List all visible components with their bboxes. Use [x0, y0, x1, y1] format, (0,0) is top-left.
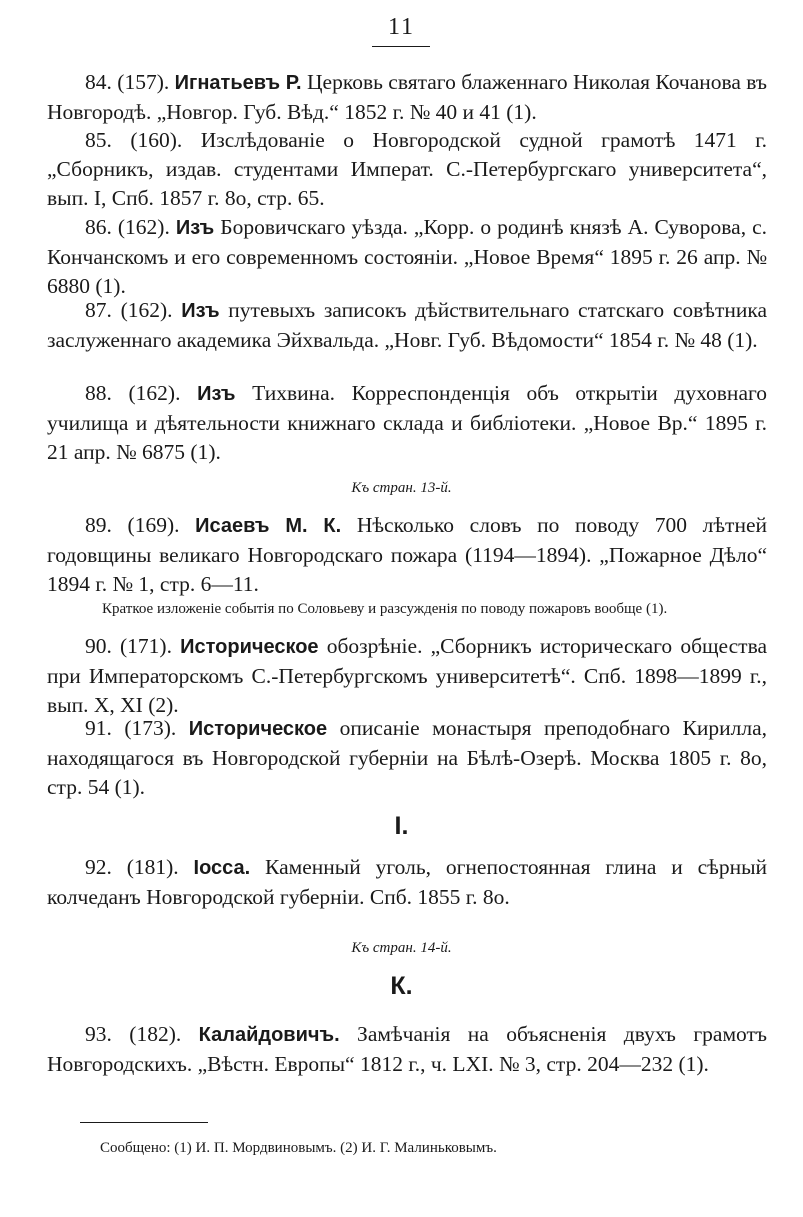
entry-ref: (162). — [117, 215, 170, 239]
entry-ref: (160). — [130, 128, 183, 152]
entry-number: 92. — [85, 855, 112, 879]
entry-85 — [47, 126, 767, 213]
page-number: 11 — [387, 14, 416, 40]
entry-ref: (169). — [127, 513, 180, 537]
entry-text: Изслѣдованіе о Новгородской судной грамотѣ 1471 г. „Сборникъ, издав. студентами Императ. С.-Петербургскаго университета“, вып. I, Спб. 1857 г. 8о, стр. 65. — [47, 128, 768, 210]
entry-text: Церковь святаго блаженнаго Николая Кочанова въ Новгородѣ. „Новгор. Губ. Вѣд.“ 1852 г. № 40 и 41 (1). — [47, 70, 768, 124]
entry-author: Игнатьевъ Р. — [174, 72, 302, 94]
entry-91 — [47, 714, 767, 802]
entry-text: обозрѣніе. „Сборникъ историческаго общества при Императорскомъ С.-Петербургскомъ университетѣ“. Спб. 1898—1899 г., вып. X, XI (2). — [47, 634, 767, 717]
entry-text: путевыхъ записокъ дѣйствительнаго статскаго совѣтника заслуженнаго академика Эйхвальда. „Новг. Губ. Вѣдомости“ 1854 г. № 48 (1). — [47, 298, 768, 352]
letter-header-i: I. — [394, 812, 409, 840]
entry-author: Іосса. — [193, 857, 251, 879]
entry-author: Изъ — [175, 217, 215, 239]
entry-84 — [47, 68, 767, 127]
footnote-rule — [80, 1122, 208, 1123]
entry-number: 89. — [85, 513, 112, 537]
entry-number: 85. — [85, 128, 112, 152]
entry-number: 87. — [85, 298, 112, 322]
entry-text: Каменный уголь, огнепостоянная глина и сѣрный колчеданъ Новгородской губерніи. Спб. 1855 г. 8о. — [47, 855, 768, 909]
entry-ref: (182). — [129, 1022, 182, 1046]
letter-header-k: К. — [390, 972, 413, 1000]
entry-90 — [47, 632, 767, 720]
entry-92 — [47, 853, 767, 912]
entry-number: 88. — [85, 381, 112, 405]
entry-author: Изъ — [181, 300, 220, 322]
entry-number: 86. — [85, 215, 112, 239]
entry-89-note: Краткое изложеніе событія по Соловьеву и разсужденія по поводу пожаровъ вообще (1). — [102, 601, 668, 617]
entry-text: Нѣсколько словъ по поводу 700 лѣтней годовщины великаго Новгородскаго пожара (1194—1894). „Пожарное Дѣло“ 1894 г. № 1, стр. 6—11. — [47, 513, 767, 596]
entry-author: Изъ — [197, 383, 236, 405]
entry-ref: (171). — [120, 634, 172, 658]
entry-author: Калайдовичъ. — [198, 1024, 340, 1046]
entry-ref: (162). — [120, 298, 173, 322]
entry-text: описаніе монастыря преподобнаго Кирилла, находящагося въ Новгородской губерніи на Бѣлѣ-Озерѣ. Москва 1805 г. 8о, стр. 54 (1). — [47, 716, 768, 799]
entry-text: Замѣчанія на объясненія двухъ грамотъ Новгородскихъ. „Вѣстн. Европы“ 1812 г., ч. LXI. № 3, стр. 204—232 (1). — [47, 1022, 768, 1076]
entry-88 — [47, 379, 767, 467]
entry-number: 90. — [85, 634, 112, 658]
entry-86 — [47, 213, 767, 301]
section-header-page-14: Къ стран. 14-й. — [351, 940, 452, 956]
entry-author: Исаевъ М. К. — [195, 515, 342, 537]
entry-number: 91. — [85, 716, 112, 740]
section-header-page-13: Къ стран. 13-й. — [351, 480, 452, 496]
entry-text: Боровичскаго уѣзда. „Корр. о родинѣ князѣ А. Суворова, с. Кончанскомъ и его современномъ состояніи. „Новое Время“ 1895 г. 26 апр. № 6880 (1). — [47, 215, 768, 298]
entry-text: Тихвина. Корреспонденція объ открытіи духовнаго училища и дѣятельности книжнаго склада и библіотеки. „Новое Вр.“ 1895 г. 21 апр. № 6875 (1). — [47, 381, 768, 464]
entry-author: Историческое — [188, 718, 328, 740]
entry-93 — [47, 1020, 767, 1079]
entry-ref: (173). — [124, 716, 177, 740]
footnote: Сообщено: (1) И. П. Мордвиновымъ. (2) И. Г. Малиньковымъ. — [100, 1140, 497, 1156]
entry-89 — [47, 511, 767, 599]
page-number-rule — [372, 46, 430, 47]
entry-number: 84. — [85, 70, 112, 94]
entry-ref: (157). — [117, 70, 170, 94]
entry-87 — [47, 296, 767, 355]
entry-author: Историческое — [180, 636, 319, 658]
entry-ref: (162). — [128, 381, 181, 405]
entry-number: 93. — [85, 1022, 112, 1046]
entry-ref: (181). — [126, 855, 179, 879]
